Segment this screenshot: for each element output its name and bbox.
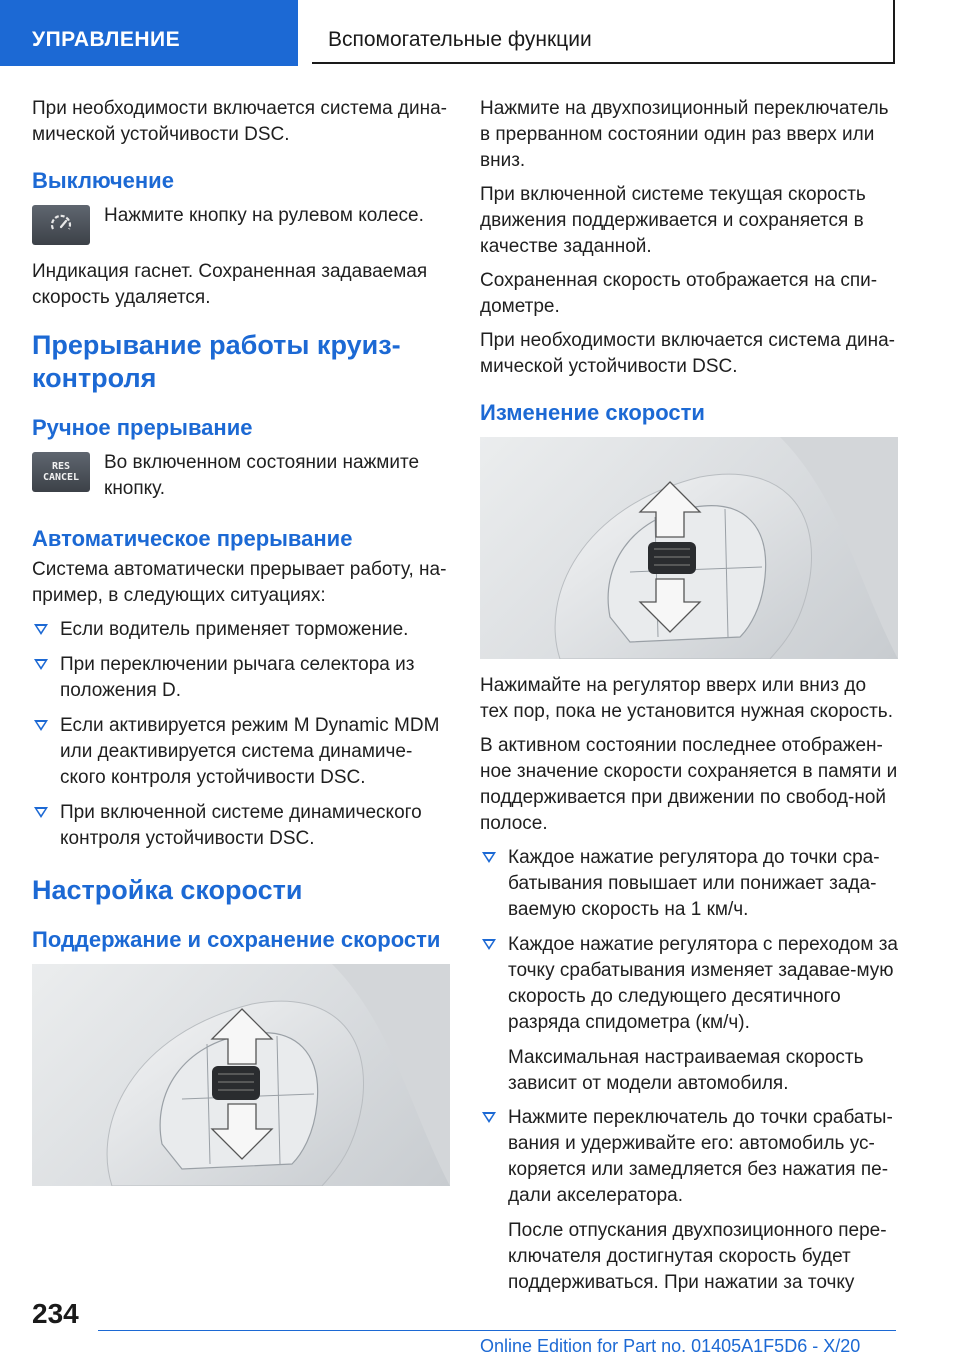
triangle-bullet-icon	[34, 624, 48, 635]
section-title: Вспомогательные функции	[328, 28, 592, 51]
footer-divider	[98, 1330, 896, 1331]
res-cancel-label: RES CANCEL	[42, 461, 80, 483]
section-header	[312, 0, 895, 64]
hold-heading: Поддержание и сохранение скорости	[32, 927, 441, 952]
right-paragraph-3: Сохраненная скорость отображается на спи-дометре.	[480, 270, 878, 317]
off-text: Нажмите кнопку на рулевом колесе.	[104, 205, 424, 226]
manual-heading: Ручное прерывание	[32, 415, 253, 440]
auto-text: Система автоматически прерывает работу, на-пример, в следующих ситуациях:	[32, 559, 447, 606]
steering-wheel-switch-illustration	[32, 964, 450, 1186]
triangle-bullet-icon	[482, 1112, 496, 1123]
max-speed-note: Максимальная настраиваемая скорость зависит от модели автомобиля.	[508, 1047, 864, 1094]
chapter-underline	[0, 64, 298, 66]
right-paragraph-1: Нажмите на двухпозиционный переключатель в прерванном состоянии один раз вверх или вниз.	[480, 98, 889, 171]
interrupt-heading: Прерывание работы круиз-контроля	[32, 330, 401, 393]
speed-change-list	[480, 845, 898, 1036]
right-paragraph-5: Нажимайте на регулятор вверх или вниз до тех пор, пока не установится нужная скорость.	[480, 675, 893, 722]
edition-info: Online Edition for Part no. 01405A1F5D6 - X/20	[480, 1336, 861, 1356]
chapter-title: УПРАВЛЕНИЕ	[32, 28, 181, 51]
chapter-tab	[0, 0, 298, 64]
auto-heading: Автоматическое прерывание	[32, 526, 353, 551]
list-item: Каждое нажатие регулятора до точки сра-батывания повышает или понижает зада-ваемую скорость на 1 км/ч.	[480, 845, 898, 923]
hold-switch-list	[480, 1105, 898, 1209]
list-item: Если активируется режим M Dynamic MDM или деактивируется система динамиче-ского контроля устойчивости DSC.	[32, 713, 450, 791]
change-speed-heading: Изменение скорости	[480, 400, 705, 425]
triangle-bullet-icon	[34, 659, 48, 670]
cruise-off-button-icon	[32, 205, 90, 245]
speedometer-slash-icon	[48, 212, 74, 238]
triangle-bullet-icon	[482, 852, 496, 863]
intro-paragraph: При необходимости включается система дина-мической устойчивости DSC.	[32, 98, 448, 145]
triangle-bullet-icon	[34, 807, 48, 818]
manual-instruction	[32, 452, 450, 510]
left-column	[32, 96, 450, 1200]
right-paragraph-6: В активном состоянии последнее отображен-ное значение скорости сохраняется в памяти и поддерживается при движении по свобод-ной полосе.	[480, 735, 898, 834]
off-instruction	[32, 205, 450, 245]
steering-switch-photo	[32, 964, 450, 1186]
right-column	[480, 96, 898, 1304]
list-item: Нажмите переключатель до точки срабаты-вания и удерживайте его: автомобиль ус-коряется или замедляется без нажатия пе-дали акселератора.	[480, 1105, 898, 1209]
off-result: Индикация гаснет. Сохраненная задаваемая скорость удаляется.	[32, 261, 428, 308]
manual-text: Во включенном состоянии нажмите кнопку.	[104, 452, 420, 499]
release-note: После отпускания двухпозиционного пере-ключателя достигнутая скорость будет поддерживаться. При нажатии за точку	[508, 1220, 887, 1293]
speed-change-photo	[480, 437, 898, 659]
auto-list	[32, 617, 450, 852]
speed-change-switch-illustration	[480, 437, 898, 659]
list-item: При включенной системе динамического контроля устойчивости DSC.	[32, 800, 450, 852]
off-heading: Выключение	[32, 168, 174, 193]
list-item: Каждое нажатие регулятора с переходом за точку срабатывания изменяет задавае-мую скорость до следующего десятичного разряда спидометра (км/ч).	[480, 932, 898, 1036]
list-item: При переключении рычага селектора из положения D.	[32, 652, 450, 704]
right-paragraph-4: При необходимости включается система дина-мической устойчивости DSC.	[480, 330, 896, 377]
res-cancel-button-icon	[32, 452, 90, 492]
triangle-bullet-icon	[482, 939, 496, 950]
speed-heading: Настройка скорости	[32, 875, 303, 905]
list-item: Если водитель применяет торможение.	[32, 617, 450, 643]
triangle-bullet-icon	[34, 720, 48, 731]
right-paragraph-2: При включенной системе текущая скорость движения поддерживается и сохраняется в качестве заданной.	[480, 184, 866, 257]
page-number: 234	[32, 1298, 79, 1329]
